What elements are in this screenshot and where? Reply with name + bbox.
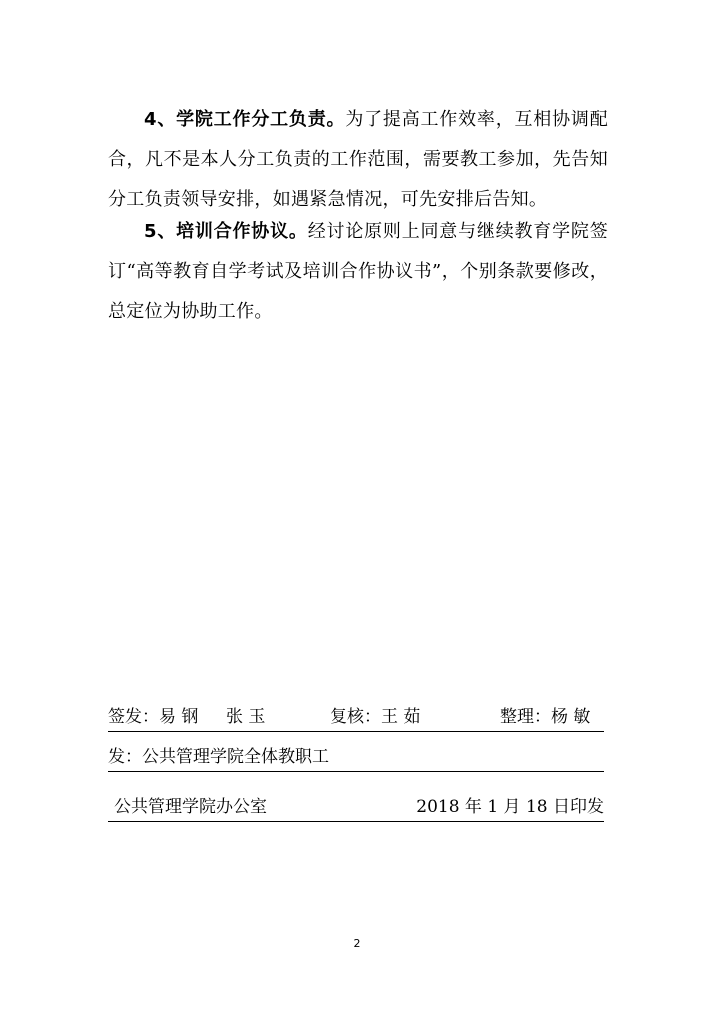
print-line — [108, 793, 604, 822]
paragraph-work-division — [108, 100, 608, 220]
paragraph-heading: 5、培训合作协议。 — [144, 221, 308, 242]
paragraph-training-agreement — [108, 212, 608, 332]
issuing-office: 公共管理学院办公室 — [114, 797, 267, 817]
distribution: 发：公共管理学院全体教职工 — [108, 747, 329, 767]
distribution-line — [108, 743, 604, 772]
signer-second: 张 玉 — [226, 707, 266, 727]
paragraph-body: 为了提高工作效率，互相协调配合，凡不是本人分工负责的工作范围，需要教工参加，先告知分工负责领导安排，如遇紧急情况，可先安排后告知。 — [108, 109, 608, 210]
signature-line — [108, 703, 604, 732]
signer: 签发：易 钢 — [108, 707, 199, 727]
page-number: 2 — [353, 937, 361, 950]
paragraph-heading: 4、学院工作分工负责。 — [144, 109, 346, 130]
editor: 整理：杨 敏 — [500, 707, 591, 727]
paragraph-body: 经讨论原则上同意与继续教育学院签订“高等教育自学考试及培训合作协议书”，个别条款要修改，总定位为协助工作。 — [108, 221, 608, 322]
print-date: 2018 年 1 月 18 日印发 — [416, 797, 604, 817]
reviewer: 复核：王 茹 — [330, 707, 421, 727]
